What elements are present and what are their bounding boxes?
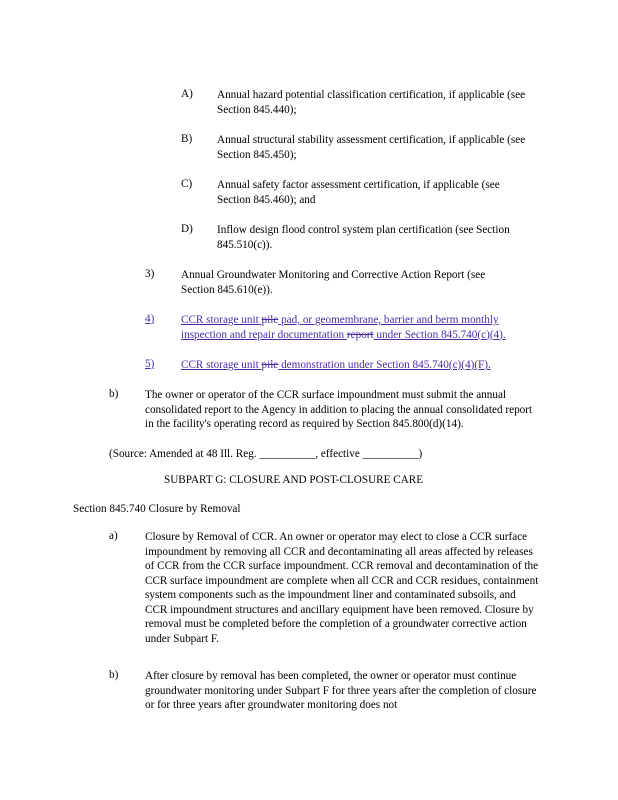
para-a-number: a) <box>109 530 118 542</box>
item-a-text: Annual hazard potential classification certification, if applicable (see Section 845.440); <box>217 89 526 116</box>
subpart-heading: SUBPART G: CLOSURE AND POST-CLOSURE CARE <box>164 474 424 486</box>
item-b-upper-number: b) <box>109 388 119 400</box>
item-5-inserted-lead: CCR storage unit <box>181 359 262 371</box>
item-3-text: Annual Groundwater Monitoring and Corrective Action Report (see Section 845.610(e)). <box>181 269 486 296</box>
section-heading: Section 845.740 Closure by Removal <box>73 503 241 515</box>
source-note: (Source: Amended at 48 Ill. Reg. __________, effective __________) <box>109 448 423 460</box>
item-4-number: 4) <box>145 313 155 325</box>
item-4-inserted-text-2: inspection and repair documentation <box>181 328 347 341</box>
item-b-upper-text: The owner or operator of the CCR surface impoundment must submit the annual consolidated report to the Agency in addition to placing the annual consolidated report in the facility's operating record as required by Section 845.800(d)(14). <box>145 389 533 430</box>
item-5-number: 5) <box>145 358 155 370</box>
item-4-inserted-text-1: pad, or geomembrane, barrier and berm monthly <box>278 314 499 326</box>
para-b-number: b) <box>109 669 119 681</box>
item-4-deleted-word-2: report <box>346 328 374 341</box>
item-4-text <box>181 313 551 342</box>
item-b-number: B) <box>181 133 193 145</box>
item-b-text: Annual structural stability assessment certification, if applicable (see Section 845.450); <box>217 134 526 161</box>
item-d-text: Inflow design flood control system plan certification (see Section 845.510(c)). <box>217 224 510 251</box>
item-c-text: Annual safety factor assessment certification, if applicable (see Section 845.460); and <box>217 179 500 206</box>
item-4-inserted-lead: CCR storage unit <box>181 314 262 326</box>
item-4-deleted-word-1: pile <box>261 314 279 326</box>
para-b-text: After closure by removal has been completed, the owner or operator must continue groundwater monitoring under Subpart F for three years after the completion of closure or for three years after groundwater monitoring does not <box>145 670 537 711</box>
item-d-number: D) <box>181 223 193 235</box>
item-a-number: A) <box>181 88 193 100</box>
item-5-deleted-word: pile <box>261 359 279 371</box>
para-a-text: Closure by Removal of CCR. An owner or operator may elect to close a CCR surface impoundment by removing all CCR and decontaminating all areas affected by releases of CCR from the CCR surface impoundment. CCR removal and decontamination of the CCR surface impoundment are complete when all CCR and CCR residues, containment system components such as the impoundment liner and contaminated subsoils, and CCR impoundment structures and ancillary equipment have been removed. Closure by removal must be completed before the completion of a groundwater corrective action under Subpart F. <box>145 531 539 645</box>
item-4-inserted-text-3: under Section 845.740(c)(4). <box>373 328 506 341</box>
item-c-number: C) <box>181 178 193 190</box>
item-5-text <box>181 358 551 373</box>
item-5-inserted-text: demonstration under Section 845.740(c)(4)(F). <box>278 359 491 371</box>
item-3-number: 3) <box>145 268 155 280</box>
